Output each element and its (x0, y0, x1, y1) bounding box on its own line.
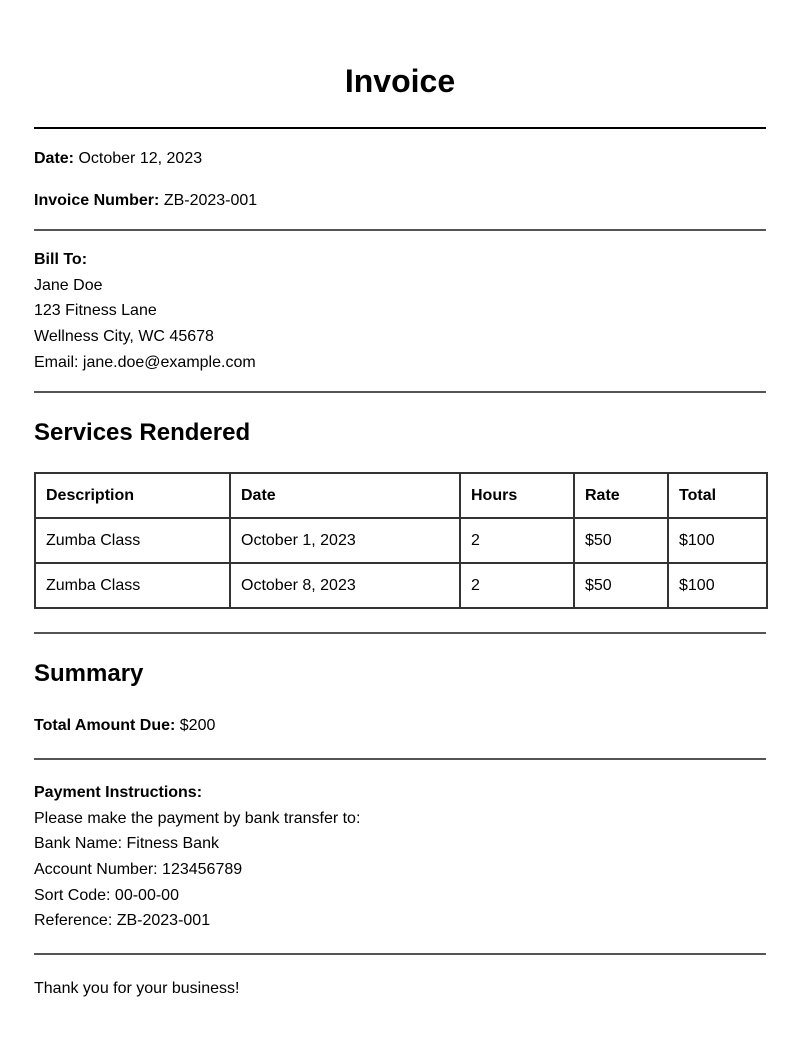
bill-to-street: 123 Fitness Lane (34, 302, 157, 319)
divider (34, 127, 766, 129)
divider (34, 391, 766, 393)
sort-code: Sort Code: 00-00-00 (34, 887, 179, 904)
total-value: $200 (179, 717, 216, 734)
date-value: October 12, 2023 (78, 150, 203, 167)
bill-to-city: Wellness City, WC 45678 (34, 328, 214, 345)
services-heading: Services Rendered (34, 419, 251, 446)
cell-rate: $50 (574, 563, 668, 608)
cell-total: $100 (668, 518, 767, 563)
column-header-rate: Rate (574, 473, 668, 518)
column-header-hours: Hours (460, 473, 574, 518)
divider (34, 229, 766, 231)
bill-to-email: Email: jane.doe@example.com (34, 354, 256, 371)
cell-description: Zumba Class (35, 563, 230, 608)
invoice-number-label: Invoice Number: (34, 192, 160, 209)
divider (34, 953, 766, 955)
invoice-number (34, 191, 257, 211)
bill-to-name: Jane Doe (34, 277, 103, 294)
column-header-date: Date (230, 473, 460, 518)
summary-heading: Summary (34, 660, 144, 687)
account-number: Account Number: 123456789 (34, 861, 243, 878)
services-table (34, 472, 768, 609)
table-row (35, 563, 767, 608)
thank-you-note: Thank you for your business! (34, 980, 240, 997)
divider (34, 632, 766, 634)
total-amount-due (34, 716, 215, 736)
bank-name: Bank Name: Fitness Bank (34, 835, 219, 852)
cell-hours: 2 (460, 563, 574, 608)
invoice-number-value: ZB-2023-001 (163, 192, 258, 209)
payment-reference: Reference: ZB-2023-001 (34, 912, 211, 929)
payment-intro: Please make the payment by bank transfer to: (34, 810, 361, 827)
page-title: Invoice (344, 63, 456, 99)
bill-to-label: Bill To: (34, 251, 88, 268)
column-header-description: Description (35, 473, 230, 518)
cell-hours: 2 (460, 518, 574, 563)
total-label: Total Amount Due: (34, 717, 176, 734)
invoice-date (34, 149, 202, 169)
cell-rate: $50 (574, 518, 668, 563)
divider (34, 758, 766, 760)
cell-description: Zumba Class (35, 518, 230, 563)
table-row (35, 518, 767, 563)
cell-total: $100 (668, 563, 767, 608)
date-label: Date: (34, 150, 75, 167)
cell-date: October 8, 2023 (230, 563, 460, 608)
table-header-row (35, 473, 767, 518)
column-header-total: Total (668, 473, 767, 518)
payment-instructions-label: Payment Instructions: (34, 784, 203, 801)
cell-date: October 1, 2023 (230, 518, 460, 563)
